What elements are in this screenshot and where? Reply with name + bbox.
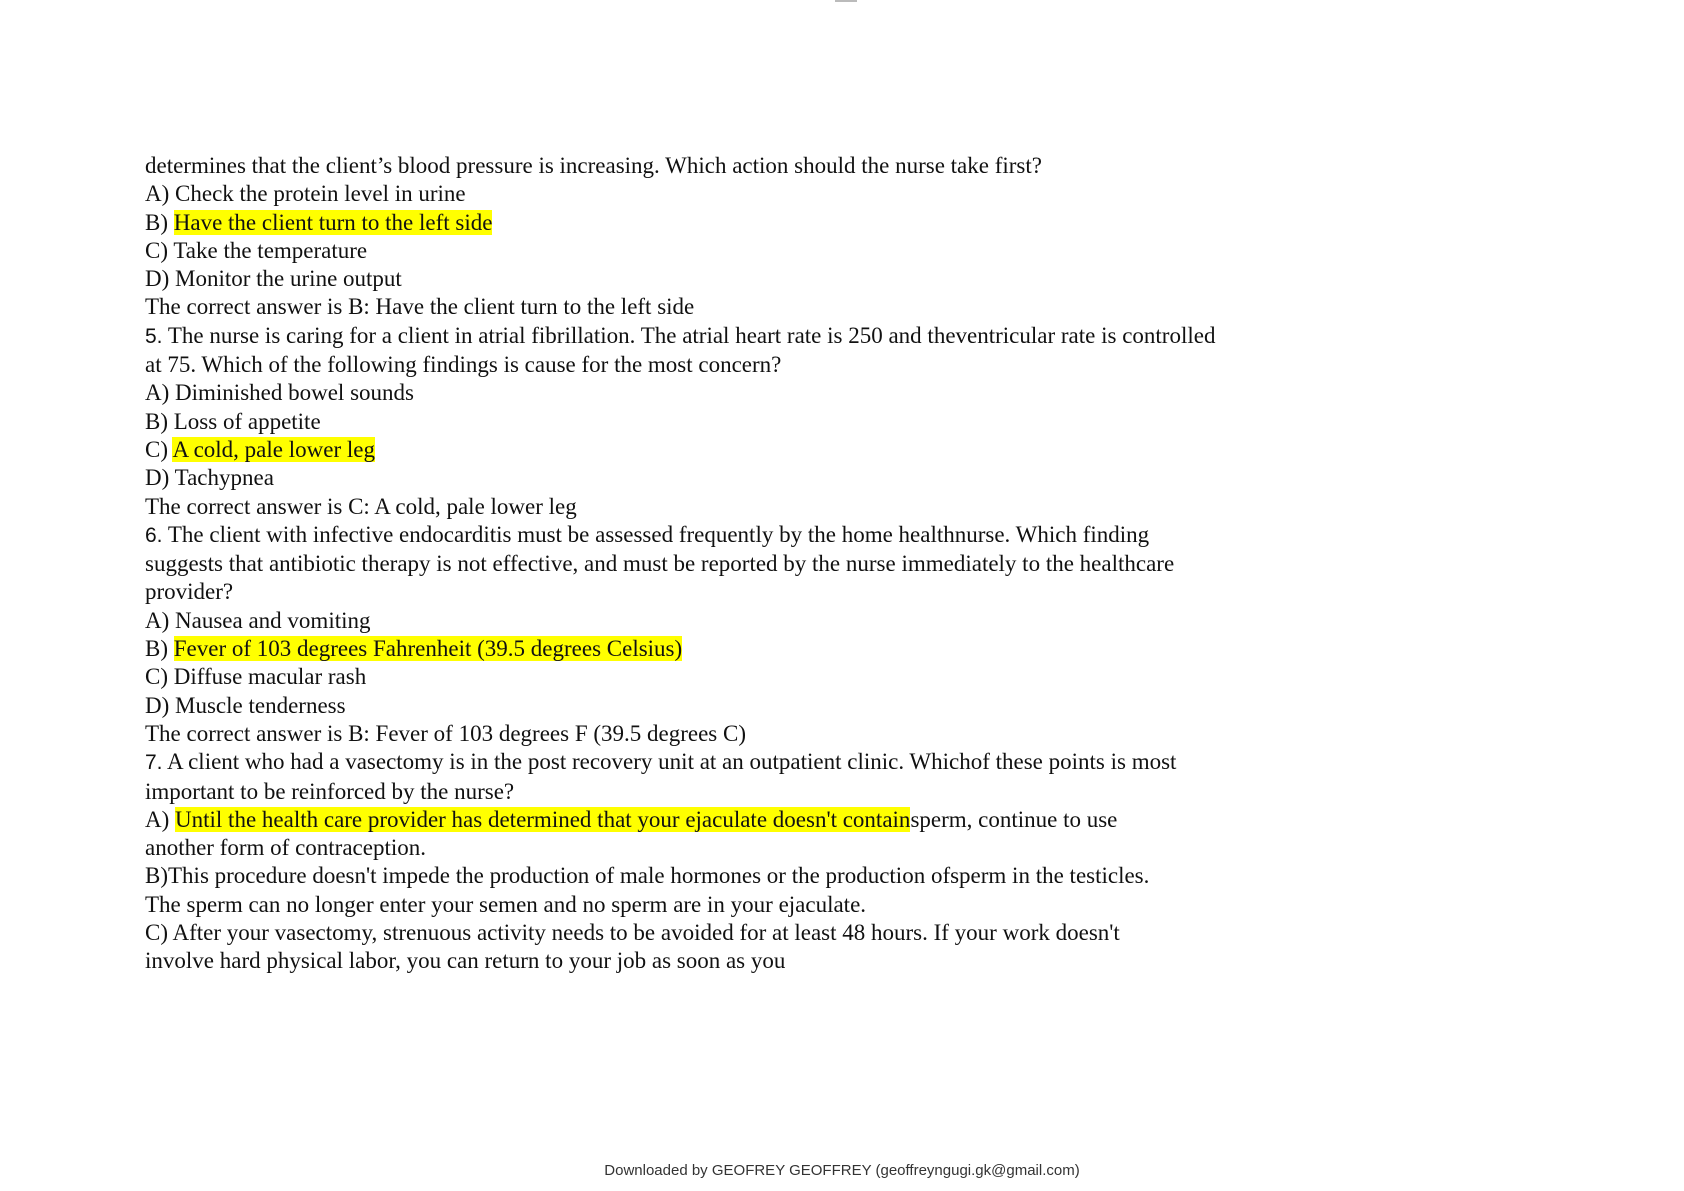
q5-option-c [145,436,1385,464]
q5-option-d [145,464,1385,492]
option-text: Monitor the urine output [175,266,402,292]
option-text: Tachypnea [174,465,274,491]
q7-option-a [145,806,1385,834]
option-label: A) [145,806,170,832]
option-label: B) [145,636,168,662]
option-label: C) [145,237,168,263]
question-number: 6. [145,523,163,547]
document-body [145,152,1385,976]
q5-stem-line-1 [145,322,1385,351]
option-label: A) [145,380,170,406]
q7-option-c: C) After your vasectomy, strenuous activity needs to be avoided for at least 48 hours. If your work doesn't [145,920,1120,946]
q6-option-a [145,607,1385,635]
q5-stem-line-2: at 75. Which of the following findings is cause for the most concern? [145,352,782,378]
q6-correct-answer: The correct answer is B: Fever of 103 degrees F (39.5 degrees C) [145,720,746,746]
highlighted-answer: A cold, pale lower leg [172,436,375,462]
q4-option-b [145,209,1385,237]
q7-option-b-line-2: The sperm can no longer enter your semen and no sperm are in your ejaculate. [145,891,867,917]
q7-stem-line-1 [145,748,1385,777]
option-label: A) [145,181,170,207]
top-page-mark [835,0,857,2]
option-text: Take the temperature [173,237,368,263]
q6-option-c [145,663,1385,691]
q7-option-b: B)This procedure doesn't impede the production of male hormones or the production ofsperm in the testicles. [145,863,1150,889]
q6-stem-line-2: suggests that antibiotic therapy is not effective, and must be reported by the nurse immediately to the healthcare [145,551,1175,577]
option-text: Nausea and vomiting [175,607,371,633]
q6-stem-line-1 [145,521,1385,550]
q4-option-c [145,237,1385,265]
q6-stem-line-3: provider? [145,579,234,605]
q4-correct-answer: The correct answer is B: Have the client turn to the left side [145,294,695,320]
option-label: C) [145,436,168,462]
option-label: D) [145,692,170,718]
option-label: D) [145,465,170,491]
option-label: D) [145,266,170,292]
q7-option-c-line-2: involve hard physical labor, you can return to your job as soon as you [145,948,786,974]
option-label: A) [145,607,170,633]
highlighted-answer: Have the client turn to the left side [173,209,493,235]
highlighted-answer: Until the health care provider has determined that your ejaculate doesn't contain [175,806,911,832]
q7-option-a-line-2: another form of contraception. [145,835,426,861]
question-number: 5. [145,324,163,348]
q4-stem: determines that the client’s blood pressure is increasing. Which action should the nurse take first? [145,153,1042,178]
option-label: B) [145,209,168,235]
option-text: Diminished bowel sounds [175,380,414,406]
option-label: C) [145,664,168,690]
question-text: The nurse is caring for a client in atrial fibrillation. The atrial heart rate is 250 and theventricular rate is controlled [167,322,1216,348]
option-text: Check the protein level in urine [175,181,466,207]
option-label: B) [145,408,168,434]
q6-option-b [145,635,1385,663]
option-text: Muscle tenderness [175,692,346,718]
q5-option-b [145,408,1385,436]
option-text: sperm, continue to use [910,806,1118,832]
q5-correct-answer: The correct answer is C: A cold, pale lower leg [145,493,577,519]
question-number: 7. [145,751,163,775]
q4-option-d [145,265,1385,293]
q4-option-a [145,180,1385,208]
q5-option-a [145,379,1385,407]
highlighted-answer: Fever of 103 degrees Fahrenheit (39.5 degrees Celsius) [173,636,683,662]
question-text: A client who had a vasectomy is in the post recovery unit at an outpatient clinic. Whichof these points is most [167,749,1177,775]
option-text: Loss of appetite [173,408,321,434]
q6-option-d [145,692,1385,720]
q7-stem-line-2: important to be reinforced by the nurse? [145,778,515,804]
download-footer: Downloaded by GEOFREY GEOFFREY (geoffreyngugi.gk@gmail.com) [604,1162,1080,1179]
option-text: Diffuse macular rash [173,664,367,690]
question-text: The client with infective endocarditis must be assessed frequently by the home healthnurse. Which finding [167,521,1150,547]
